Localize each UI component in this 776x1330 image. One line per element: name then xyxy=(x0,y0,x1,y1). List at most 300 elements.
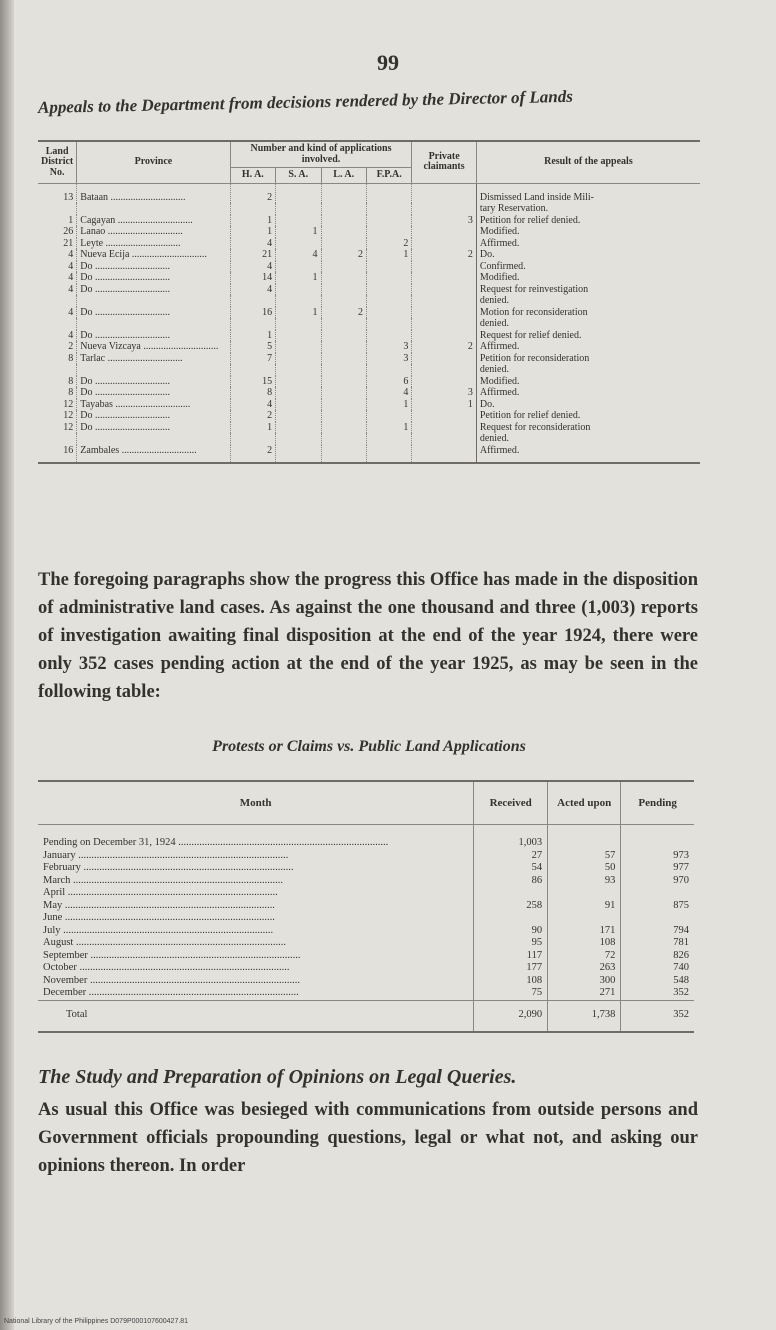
cell-pending: 794 xyxy=(621,925,694,938)
cell-la xyxy=(321,295,366,307)
table-row xyxy=(38,353,700,365)
cell-acted: 93 xyxy=(548,875,621,888)
cell-sa xyxy=(276,203,321,215)
cell-private xyxy=(412,422,476,434)
cell-acted xyxy=(548,825,621,850)
cell-received: 1,003 xyxy=(474,825,548,850)
cell-district: 4 xyxy=(68,260,74,272)
cell-month: March ................................................................................ xyxy=(43,874,284,886)
cell-la xyxy=(321,226,366,238)
cell-ha: 15 xyxy=(230,376,275,388)
cell-result: Do. xyxy=(476,399,700,411)
cell-district: 13 xyxy=(63,191,74,203)
cell-private xyxy=(412,376,476,388)
cell-received: 95 xyxy=(474,937,548,950)
cell-received: 75 xyxy=(474,987,548,1000)
cell-month: April ................................................................................ xyxy=(43,887,278,898)
cell-fpa: 6 xyxy=(366,376,411,388)
cell-private xyxy=(412,410,476,422)
cell-received: 86 xyxy=(474,875,548,888)
cell-sa: 1 xyxy=(276,272,321,284)
cell-received: 108 xyxy=(474,975,548,988)
col-received: Received xyxy=(474,781,548,825)
cell-district: 4 xyxy=(68,283,74,295)
cell-la xyxy=(321,330,366,342)
cell-acted xyxy=(548,887,621,900)
cell-received: 27 xyxy=(474,850,548,863)
cell-result: denied. xyxy=(476,364,700,376)
cell-ha: 8 xyxy=(230,387,275,399)
table-row xyxy=(38,272,700,284)
cell-month: November ................................................................................ xyxy=(43,974,300,986)
cell-ha: 2 xyxy=(230,183,275,203)
cell-district: 2 xyxy=(68,341,74,352)
total-acted: 1,738 xyxy=(548,1000,621,1032)
cell-ha xyxy=(230,318,275,330)
cell-sa xyxy=(276,445,321,464)
cell-sa xyxy=(276,295,321,307)
cell-la xyxy=(321,353,366,365)
cell-district xyxy=(38,318,77,330)
cell-result: Request for reconsideration xyxy=(476,422,700,434)
table-row xyxy=(38,295,700,307)
cell-sa xyxy=(276,261,321,273)
section-heading: The Study and Preparation of Opinions on Legal Queries. xyxy=(38,1066,517,1088)
table-row xyxy=(38,261,700,273)
table-row xyxy=(38,307,700,319)
cell-private xyxy=(412,330,476,342)
table-row xyxy=(38,862,694,875)
cell-fpa: 2 xyxy=(366,238,411,250)
cell-result: Affirmed. xyxy=(476,445,700,464)
cell-district xyxy=(38,433,77,445)
cell-private xyxy=(412,295,476,307)
appeals-table-caption: Appeals to the Department from decisions rendered by the Director of Lands xyxy=(37,86,574,117)
col-month: Month xyxy=(38,781,474,825)
cell-sa xyxy=(276,422,321,434)
cell-province: Tarlac .............................. xyxy=(77,353,230,365)
cell-private: 2 xyxy=(412,341,476,353)
cell-private: 2 xyxy=(412,249,476,261)
cell-sa: 1 xyxy=(276,226,321,238)
cell-la xyxy=(321,376,366,388)
protests-table-caption: Protests or Claims vs. Public Land Applications xyxy=(212,738,526,755)
table-row xyxy=(38,226,700,238)
table-row xyxy=(38,183,700,203)
cell-private xyxy=(412,261,476,273)
cell-province xyxy=(77,364,230,376)
cell-province: Nueva Ecija .............................. xyxy=(77,249,230,261)
cell-la xyxy=(321,284,366,296)
cell-pending xyxy=(621,887,694,900)
cell-sa xyxy=(276,353,321,365)
col-applications-group: Number and kind of applications involved. xyxy=(230,141,412,168)
cell-acted: 271 xyxy=(548,987,621,1000)
cell-received: 90 xyxy=(474,925,548,938)
cell-sa xyxy=(276,399,321,411)
cell-la xyxy=(321,399,366,411)
cell-province: Do .............................. xyxy=(77,387,230,399)
table-row xyxy=(38,875,694,888)
cell-result: denied. xyxy=(476,318,700,330)
cell-acted: 300 xyxy=(548,975,621,988)
cell-fpa xyxy=(366,433,411,445)
table-row xyxy=(38,330,700,342)
cell-acted: 91 xyxy=(548,900,621,913)
cell-la xyxy=(321,215,366,227)
cell-acted: 108 xyxy=(548,937,621,950)
paragraph-progress: The foregoing paragraphs show the progress this Office has made in the disposition of administrative land cases. As against the one thousand and three (1,003) reports of investigation awaiting final disposition at the end of the year 1924, there were only 352 cases pending action at the end of the year 1925, as may be seen in the following table: xyxy=(38,570,698,702)
cell-result: Petition for relief denied. xyxy=(476,215,700,227)
cell-pending xyxy=(621,825,694,850)
cell-acted xyxy=(548,912,621,925)
cell-fpa: 3 xyxy=(366,341,411,353)
cell-result: Affirmed. xyxy=(476,341,700,353)
cell-la xyxy=(321,272,366,284)
cell-month: Pending on December 31, 1924 ................................................................................ xyxy=(43,837,389,848)
cell-private xyxy=(412,307,476,319)
cell-la xyxy=(321,410,366,422)
cell-private xyxy=(412,433,476,445)
col-ha: H. A. xyxy=(230,168,275,184)
cell-ha: 16 xyxy=(230,307,275,319)
cell-province: Cagayan .............................. xyxy=(77,215,230,227)
cell-district xyxy=(38,295,77,307)
cell-province: Tayabas .............................. xyxy=(77,399,230,411)
cell-private: 1 xyxy=(412,399,476,411)
cell-private xyxy=(412,284,476,296)
cell-province: Bataan .............................. xyxy=(77,183,230,203)
cell-fpa xyxy=(366,330,411,342)
table-row xyxy=(38,850,694,863)
table-row xyxy=(38,962,694,975)
cell-received: 54 xyxy=(474,862,548,875)
cell-result: Confirmed. xyxy=(476,261,700,273)
cell-sa xyxy=(276,364,321,376)
cell-la xyxy=(321,183,366,203)
cell-sa xyxy=(276,215,321,227)
protests-table-body xyxy=(38,825,694,1001)
col-pending: Pending xyxy=(621,781,694,825)
cell-received xyxy=(474,912,548,925)
cell-fpa xyxy=(366,203,411,215)
cell-la xyxy=(321,238,366,250)
cell-sa xyxy=(276,238,321,250)
cell-private xyxy=(412,364,476,376)
cell-pending: 970 xyxy=(621,875,694,888)
table-row xyxy=(38,249,700,261)
cell-la xyxy=(321,364,366,376)
cell-fpa xyxy=(366,284,411,296)
cell-ha: 1 xyxy=(230,215,275,227)
cell-received xyxy=(474,887,548,900)
cell-acted: 171 xyxy=(548,925,621,938)
cell-month: August ................................................................................ xyxy=(43,937,286,948)
cell-result: Modified. xyxy=(476,376,700,388)
cell-district: 4 xyxy=(68,329,74,341)
cell-result: Request for reinvestigation xyxy=(476,284,700,296)
cell-month: September ................................................................................ xyxy=(43,949,301,961)
cell-district: 8 xyxy=(68,387,74,398)
cell-district: 12 xyxy=(63,421,74,433)
cell-sa xyxy=(276,387,321,399)
cell-private xyxy=(412,318,476,330)
cell-private xyxy=(412,203,476,215)
cell-province: Do .............................. xyxy=(77,422,230,434)
cell-month: January ................................................................................ xyxy=(43,849,289,861)
cell-sa xyxy=(276,330,321,342)
cell-la: 2 xyxy=(321,249,366,261)
cell-fpa xyxy=(366,318,411,330)
table-row xyxy=(38,937,694,950)
cell-sa xyxy=(276,341,321,353)
table-row xyxy=(38,912,694,925)
cell-district: 21 xyxy=(63,237,74,249)
cell-pending: 826 xyxy=(621,950,694,963)
col-la: L. A. xyxy=(321,168,366,184)
total-label: Total xyxy=(38,1000,474,1032)
table-row xyxy=(38,387,700,399)
cell-fpa xyxy=(366,226,411,238)
cell-ha: 4 xyxy=(230,284,275,296)
cell-pending: 973 xyxy=(621,850,694,863)
cell-ha: 4 xyxy=(230,261,275,273)
cell-fpa: 1 xyxy=(366,399,411,411)
cell-fpa: 1 xyxy=(366,422,411,434)
cell-ha xyxy=(230,364,275,376)
cell-la xyxy=(321,341,366,353)
cell-district: 16 xyxy=(38,445,77,464)
total-row xyxy=(38,1000,694,1032)
cell-district: 12 xyxy=(63,410,74,421)
cell-fpa xyxy=(366,364,411,376)
cell-month: October ................................................................................ xyxy=(43,962,290,973)
cell-ha xyxy=(230,295,275,307)
cell-province: Nueva Vizcaya .............................. xyxy=(77,341,230,353)
cell-pending: 875 xyxy=(621,900,694,913)
cell-district: 26 xyxy=(63,226,74,237)
cell-la xyxy=(321,261,366,273)
appeals-table-body xyxy=(38,183,700,463)
cell-month: February ................................................................................ xyxy=(43,862,294,873)
cell-province: Do .............................. xyxy=(77,376,230,388)
cell-private xyxy=(412,226,476,238)
cell-ha: 1 xyxy=(230,330,275,342)
table-row xyxy=(38,445,700,464)
table-row xyxy=(38,887,694,900)
cell-result: Request for relief denied. xyxy=(476,330,700,342)
table-row xyxy=(38,203,700,215)
cell-fpa: 4 xyxy=(366,387,411,399)
cell-la xyxy=(321,445,366,464)
cell-acted: 263 xyxy=(548,962,621,975)
cell-province: Do .............................. xyxy=(77,410,230,422)
cell-la xyxy=(321,433,366,445)
cell-district xyxy=(38,203,77,215)
protests-table xyxy=(38,780,694,1033)
col-private: Private claimants xyxy=(412,141,476,183)
cell-result: Modified. xyxy=(476,272,700,284)
cell-sa: 1 xyxy=(276,307,321,319)
cell-province xyxy=(77,433,230,445)
paragraph-legal-queries: As usual this Office was besieged with communications from outside persons and Government officials propounding questions, legal or what not, and asking our opinions thereon. In order xyxy=(38,1100,698,1176)
cell-result: Petition for relief denied. xyxy=(476,410,700,422)
table-row xyxy=(38,925,694,938)
cell-received: 177 xyxy=(474,962,548,975)
cell-district: 4 xyxy=(68,249,74,260)
cell-province: Lanao .............................. xyxy=(77,226,230,238)
cell-private: 3 xyxy=(412,215,476,227)
cell-la xyxy=(321,422,366,434)
col-sa: S. A. xyxy=(276,168,321,184)
total-pending: 352 xyxy=(621,1000,694,1032)
cell-ha: 14 xyxy=(230,272,275,284)
cell-result: tary Reservation. xyxy=(476,203,700,215)
table-row xyxy=(38,376,700,388)
cell-pending xyxy=(621,912,694,925)
cell-acted: 57 xyxy=(548,850,621,863)
cell-result: denied. xyxy=(476,295,700,307)
cell-ha: 5 xyxy=(230,341,275,353)
table-row xyxy=(38,422,700,434)
cell-district: 12 xyxy=(63,398,74,410)
table-row xyxy=(38,238,700,250)
table-row xyxy=(38,318,700,330)
cell-fpa xyxy=(366,445,411,464)
cell-la xyxy=(321,318,366,330)
cell-ha: 4 xyxy=(230,399,275,411)
cell-pending: 781 xyxy=(621,937,694,950)
cell-sa xyxy=(276,433,321,445)
cell-fpa xyxy=(366,307,411,319)
cell-private xyxy=(412,272,476,284)
cell-result: Petition for reconsideration xyxy=(476,353,700,365)
cell-province xyxy=(77,295,230,307)
cell-district: 4 xyxy=(68,306,74,318)
cell-acted: 50 xyxy=(548,862,621,875)
table-row xyxy=(38,433,700,445)
cell-province xyxy=(77,318,230,330)
table-row xyxy=(38,410,700,422)
cell-province: Zambales .............................. xyxy=(77,445,230,464)
cell-pending: 977 xyxy=(621,862,694,875)
cell-ha xyxy=(230,203,275,215)
col-fpa: F.P.A. xyxy=(366,168,411,184)
cell-fpa xyxy=(366,183,411,203)
cell-ha: 2 xyxy=(230,410,275,422)
cell-result: Modified. xyxy=(476,226,700,238)
cell-fpa: 1 xyxy=(366,249,411,261)
col-acted-upon: Acted upon xyxy=(548,781,621,825)
col-province: Province xyxy=(77,141,230,183)
cell-province: Do .............................. xyxy=(77,330,230,342)
cell-sa xyxy=(276,183,321,203)
col-result: Result of the appeals xyxy=(476,141,700,183)
cell-pending: 352 xyxy=(621,987,694,1000)
cell-fpa xyxy=(366,410,411,422)
page-number: 99 xyxy=(377,50,399,75)
cell-ha: 1 xyxy=(230,422,275,434)
table-row xyxy=(38,900,694,913)
cell-sa xyxy=(276,410,321,422)
cell-fpa xyxy=(366,295,411,307)
cell-sa xyxy=(276,376,321,388)
cell-province: Do .............................. xyxy=(77,261,230,273)
cell-ha: 21 xyxy=(230,249,275,261)
cell-province: Leyte .............................. xyxy=(77,238,230,250)
cell-province xyxy=(77,203,230,215)
table-row xyxy=(38,950,694,963)
cell-la xyxy=(321,387,366,399)
cell-private xyxy=(412,238,476,250)
cell-private xyxy=(412,353,476,365)
cell-private xyxy=(412,445,476,464)
cell-fpa xyxy=(366,272,411,284)
cell-district: 8 xyxy=(68,375,74,387)
cell-received: 117 xyxy=(474,950,548,963)
cell-ha: 2 xyxy=(230,445,275,464)
footer-attribution: National Library of the Philippines D079P000107600427.81 xyxy=(4,1318,189,1325)
cell-result: Affirmed. xyxy=(476,238,700,250)
cell-fpa xyxy=(366,215,411,227)
cell-district xyxy=(38,364,77,376)
cell-fpa: 3 xyxy=(366,353,411,365)
cell-pending: 548 xyxy=(621,975,694,988)
table-row xyxy=(38,399,700,411)
total-received: 2,090 xyxy=(474,1000,548,1032)
cell-la xyxy=(321,203,366,215)
cell-result: Motion for reconsideration xyxy=(476,307,700,319)
cell-district: 8 xyxy=(68,352,74,364)
table-row xyxy=(38,341,700,353)
cell-la: 2 xyxy=(321,307,366,319)
cell-province: Do .............................. xyxy=(77,272,230,284)
page-binding-shadow xyxy=(0,0,14,1330)
cell-ha: 4 xyxy=(230,238,275,250)
cell-acted: 72 xyxy=(548,950,621,963)
cell-ha: 7 xyxy=(230,353,275,365)
table-row xyxy=(38,284,700,296)
cell-ha: 1 xyxy=(230,226,275,238)
cell-fpa xyxy=(366,261,411,273)
cell-district: 4 xyxy=(68,272,74,283)
cell-received: 258 xyxy=(474,900,548,913)
col-district: Land District No. xyxy=(38,141,77,183)
cell-ha xyxy=(230,433,275,445)
cell-province: Do .............................. xyxy=(77,284,230,296)
cell-sa xyxy=(276,318,321,330)
cell-month: July ................................................................................ xyxy=(43,924,274,936)
cell-result: Do. xyxy=(476,249,700,261)
cell-result: Affirmed. xyxy=(476,387,700,399)
cell-private: 3 xyxy=(412,387,476,399)
table-row xyxy=(38,215,700,227)
cell-month: May ................................................................................ xyxy=(43,899,275,911)
table-row xyxy=(38,987,694,1000)
cell-district: 1 xyxy=(68,214,74,226)
table-row xyxy=(38,975,694,988)
cell-private xyxy=(412,183,476,203)
cell-month: June ................................................................................ xyxy=(43,912,275,923)
cell-sa: 4 xyxy=(276,249,321,261)
table-row xyxy=(38,364,700,376)
cell-result: denied. xyxy=(476,433,700,445)
table-row xyxy=(38,825,694,850)
cell-sa xyxy=(276,284,321,296)
cell-month: December ................................................................................ xyxy=(43,987,299,998)
cell-pending: 740 xyxy=(621,962,694,975)
cell-result: Dismissed Land inside Mili- xyxy=(476,183,700,203)
